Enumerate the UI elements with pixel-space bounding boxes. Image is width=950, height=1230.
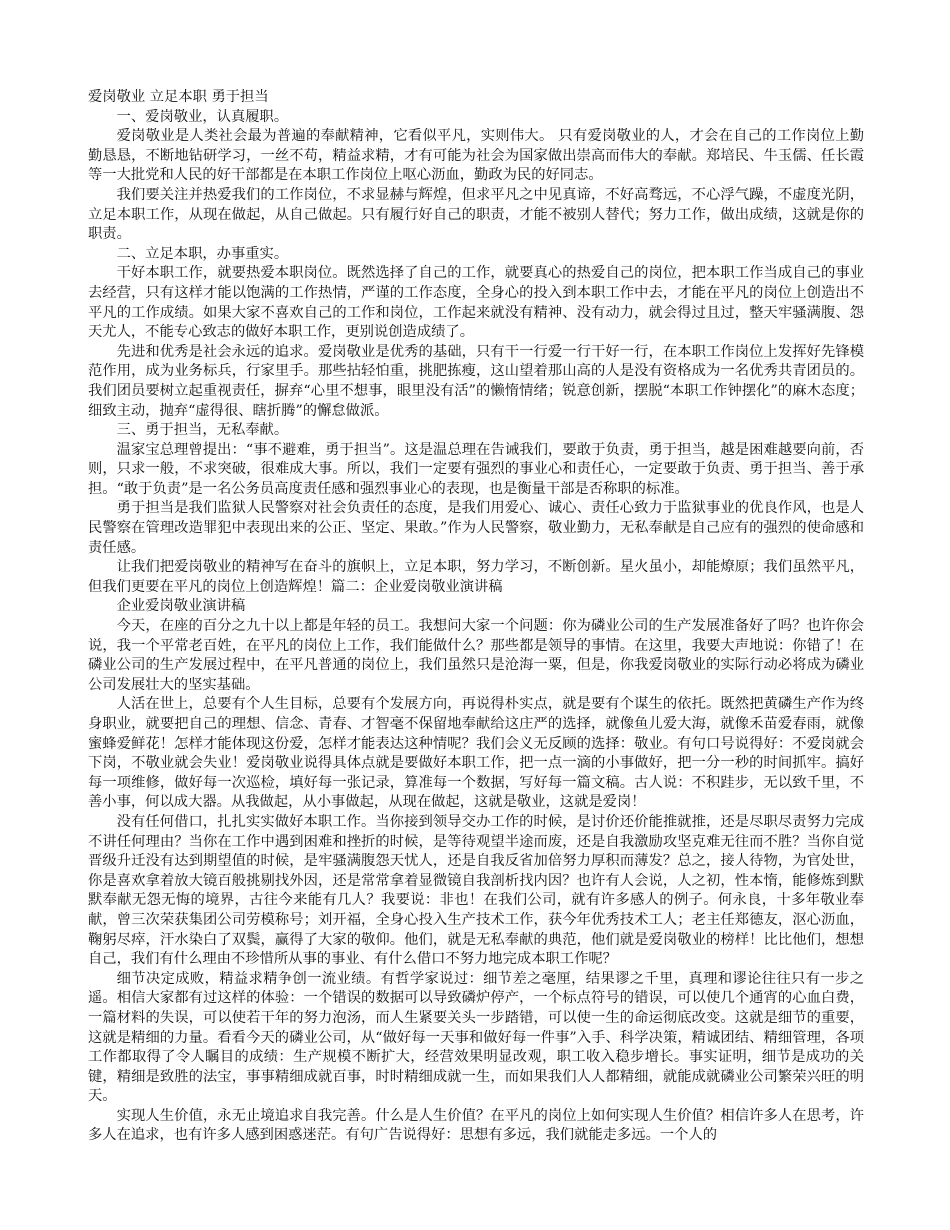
document-body: [88, 108, 864, 1146]
paragraph: 没有任何借口，扎扎实实做好本职工作。当你接到领导交办工作的时候，是讨价还价能推就推，还是尽职尽责努力完成不讲任何理由？当你在工作中遇到困难和挫折的时候，是等待观望半途而废，还是自我激励攻坚克难无往而不胜？当你自觉晋级升迁没有达到期望值的时候，是牢骚满腹怨天忧人，还是自我反省加倍努力厚积而薄发？总之，接人待物，为官处世，你是喜欢拿着放大镜百般挑剔找外因，还是常常拿着显微镜自我剖析找内因？也许有人会说，人之初，性本惰，能修炼到默默奉献无怨无悔的境界，古往今来能有几人？我要说：非也！在我们公司，就有许多感人的例子。何永良，十多年敬业奉献，曾三次荣获集团公司劳模称号；刘开福，全身心投入生产技术工作，获今年优秀技术工人；老主任郑德友，沤心沥血，鞠躬尽瘁，汗水染白了双鬓，赢得了大家的敬仰。他们，就是无私奉献的典范，他们就是爱岗敬业的榜样！比比他们，想想自己，我们有什么理由不珍惜所从事的事业、有什么借口不努力地完成本职工作呢？: [88, 813, 864, 968]
paragraph: 人活在世上，总要有个人生目标，总要有个发展方向，再说得朴实点，就是要有个谋生的依托。既然把黄磷生产作为终身职业，就要把自己的理想、信念、青春、才智毫不保留地奉献给这庄严的选择，就像鱼儿爱大海，就像禾苗爱春雨，就像蜜蜂爱鲜花！怎样才能体现这份爱，怎样才能表达这种情呢？我们会义无反顾的选择：敬业。有句口号说得好：不爱岗就会下岗，不敬业就会失业！爱岗敬业说得具体点就是要做好本职工作，把一点一滴的小事做好，把一分一秒的时间抓牢。搞好每一项维修，做好每一次巡检，填好每一张记录，算准每一个数据，写好每一篇文稿。古人说：不积跬步，无以致千里，不善小事，何以成大器。从我做起，从小事做起，从现在做起，这就是敬业，这就是爱岗！: [88, 696, 864, 811]
paragraph: 先进和优秀是社会永远的追求。爱岗敬业是优秀的基础，只有干一行爱一行干好一行，在本职工作岗位上发挥好先锋模范作用，成为业务标兵，行家里手。那些拈轻怕重，挑肥拣瘦，这山望着那山高的人是没有资格成为一名优秀共青团员的。我们团员要树立起重视责任，摒弃“心里不想事，眼里没有活”的懒惰情绪；锐意创新，摆脱“本职工作钟摆化”的麻木态度；细致主动，抛弃“虚得很、瞎折腾”的懈怠做派。: [88, 343, 864, 419]
section-heading: 二、立足本职，办事重实。: [116, 245, 289, 262]
document-title: 爱岗敬业 立足本职 勇于担当: [88, 89, 269, 105]
paragraph: 实现人生价值，永无止境追求自我完善。什么是人生价值？在平凡的岗位上如何实现人生价值？相信许多人在思考，许多人在追求，也有许多人感到困惑迷茫。有句广告说得好：思想有多远，我们就能走多远。一个人的: [88, 1107, 864, 1144]
paragraph: 让我们把爱岗敬业的精神写在奋斗的旗帜上，立足本职，努力学习，不断创新。星火虽小，却能燎原；我们虽然平凡，但我们更要在平凡的岗位上创造辉煌！篇二：企业爱岗敬业演讲稿: [88, 559, 864, 595]
paragraph: 今天，在座的百分之九十以上都是年轻的员工。我想问大家一个问题：你为磷业公司的生产发展准备好了吗？也许你会说，我一个平常老百姓，在平凡的岗位上工作，我们能做什么？那些都是领导的事情。在这里，我要大声地说：你错了！在磷业公司的生产发展过程中，在平凡普通的岗位上，我们虽然只是沧海一粟，但是，你我爱岗敬业的实际行动必将成为磷业公司发展壮大的坚实基础。: [88, 618, 864, 693]
section-heading: 企业爱岗敬业演讲稿: [116, 598, 246, 615]
paragraph: 勇于担当是我们监狱人民警察对社会负责任的态度，是我们用爱心、诚心、责任心致力于监狱事业的优良作风，也是人民警察在管理改造罪犯中表现出来的公正、坚定、果敢。”作为人民警察，敬业勤力，无私奉献是自己应有的强烈的使命感和责任感。: [88, 500, 864, 556]
paragraph: 干好本职工作，就要热爱本职岗位。既然选择了自己的工作，就要真心的热爱自己的岗位，把本职工作当成自己的事业去经营，只有这样才能以饱满的工作热情，严谨的工作态度，全身心的投入到本职工作中去，才能在平凡的岗位上创造出不平凡的工作成绩。如果大家不喜欢自己的工作和岗位，工作起来就没有精神、没有动力，就会得过且过，整天牢骚满腹、怨天尤人，不能专心致志的做好本职工作，更别说创造成绩了。: [88, 265, 864, 341]
paragraph: 温家宝总理曾提出：“事不避难，勇于担当”。这是温总理在告诫我们，要敢于负责，勇于担当，越是困难越要向前，否则，只求一般，不求突破，很难成大事。所以，我们一定要有强烈的事业心和责任心，一定要敢于负责、勇于担当、善于承担。“敢于负责”是一名公务员高度责任感和强烈事业心的表现，也是衡量干部是否称职的标准。: [88, 441, 864, 497]
section-heading: 三、勇于担当，无私奉献。: [116, 422, 289, 439]
paragraph: 我们要关注并热爱我们的工作岗位，不求显赫与辉煌，但求平凡之中见真谛，不好高骛远，不心浮气躁，不虚度光阴，立足本职工作，从现在做起，从自己做起。只有履行好自己的职责，才能不被别人替代；努力工作，做出成绩，这就是你的职责。: [88, 186, 864, 243]
section-heading: 一、爱岗敬业，认真履职。: [116, 108, 289, 125]
paragraph: 爱岗敬业是人类社会最为普遍的奉献精神，它看似平凡，实则伟大。 只有爱岗敬业的人，才会在自己的工作岗位上勤勤恳恳，不断地钻研学习，一丝不苟，精益求精，才有可能为社会为国家做出崇高而伟大的奉献。郑培民、牛玉儒、任长霞等一大批党和人民的好干部都是在本职工作岗位上呕心沥血，勤政为民的好同志。: [88, 128, 864, 184]
paragraph: 细节决定成败，精益求精争创一流业绩。有哲学家说过：细节差之毫厘，结果谬之千里，真理和谬论往往只有一步之遥。相信大家都有过这样的体验：一个错误的数据可以导致磷炉停产，一个标点符号的错误，可以使几个通宵的心血白费，一篇材料的失误，可以使若干年的努力泡汤，而人生紧要关头一步踏错，可以使一生的命运彻底改变。这就是细节的重要，这就是精细的力量。看看今天的磷业公司，从“做好每一天事和做好每一件事”入手、科学决策，精诚团结、精细管理，各项工作都取得了令人瞩目的成绩：生产规模不断扩大，经营效果明显改观，职工收入稳步增长。事实证明，细节是成功的关键，精细是致胜的法宝，事事精细成就百事，时时精细成就一生，而如果我们人人都精细，就能成就磷业公司繁荣兴旺的明天。: [88, 970, 864, 1105]
